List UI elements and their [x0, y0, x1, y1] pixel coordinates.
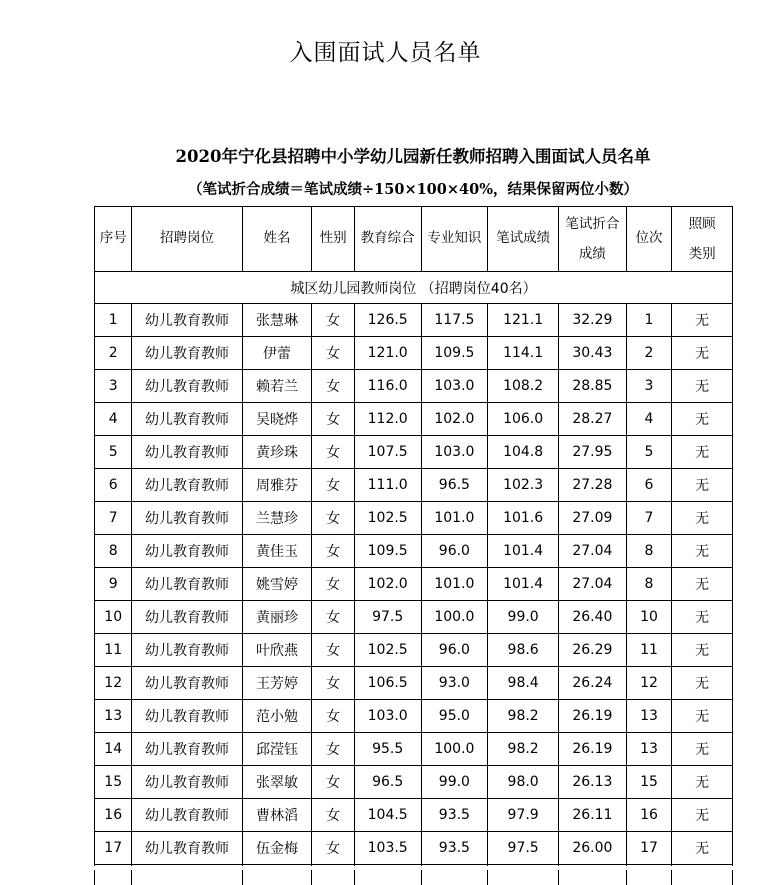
- table-row: [95, 304, 733, 337]
- cell-edu: 102.5: [354, 502, 421, 535]
- cell-rank: 13: [626, 733, 671, 766]
- cell-edu: 112.0: [354, 403, 421, 436]
- cell-seq: 17: [95, 832, 132, 865]
- cell-gender: 女: [312, 832, 354, 865]
- cell-pro: 95.0: [421, 700, 488, 733]
- cell-rank: 3: [626, 370, 671, 403]
- header-edu: 教育综合: [354, 207, 421, 272]
- cell-pro: 103.0: [421, 370, 488, 403]
- cell-converted: 26.11: [559, 799, 627, 832]
- cell-position: 幼儿教育教师: [132, 337, 242, 370]
- cell-name: 伍金梅: [242, 832, 312, 865]
- cell-converted: 26.29: [559, 634, 627, 667]
- cell-gender: 女: [312, 469, 354, 502]
- cell-gender: 女: [312, 601, 354, 634]
- cell-name: 叶欣燕: [242, 634, 312, 667]
- cell-pro: 100.0: [421, 601, 488, 634]
- cell-written: 99.0: [488, 601, 559, 634]
- cell-converted: 26.19: [559, 733, 627, 766]
- cell-rank: 15: [626, 766, 671, 799]
- cell-written: 98.4: [488, 667, 559, 700]
- cell-pro: 93.5: [421, 832, 488, 865]
- cell-position: 幼儿教育教师: [132, 535, 242, 568]
- cell-written: 101.4: [488, 535, 559, 568]
- section-row: [95, 272, 733, 304]
- cell-position: 幼儿教育教师: [132, 568, 242, 601]
- page-title: 入围面试人员名单: [0, 34, 771, 67]
- table-row: [95, 337, 733, 370]
- cell-gender: 女: [312, 304, 354, 337]
- cell-position: 幼儿教育教师: [132, 502, 242, 535]
- cell-position: 幼儿教育教师: [132, 403, 242, 436]
- header-written: 笔试成绩: [488, 207, 559, 272]
- cell-gender: 女: [312, 634, 354, 667]
- cell-rank: 17: [626, 832, 671, 865]
- cell-care: 无: [672, 601, 733, 634]
- cell-pro: 99.0: [421, 766, 488, 799]
- header-rank: 位次: [626, 207, 671, 272]
- cell-converted: 26.40: [559, 601, 627, 634]
- cell-name: 吴晓烨: [242, 403, 312, 436]
- cell-care: 无: [672, 700, 733, 733]
- cell-name: 黄珍珠: [242, 436, 312, 469]
- cell-edu: 126.5: [354, 304, 421, 337]
- cell-care: 无: [672, 667, 733, 700]
- cell-edu: 104.5: [354, 799, 421, 832]
- cell-seq: 11: [95, 634, 132, 667]
- cell-gender: 女: [312, 568, 354, 601]
- cell-seq: 7: [95, 502, 132, 535]
- cell-edu: 107.5: [354, 436, 421, 469]
- cell-name: 曹林滔: [242, 799, 312, 832]
- candidate-table: [94, 206, 733, 885]
- cell-written: 101.4: [488, 568, 559, 601]
- cell-seq: 12: [95, 667, 132, 700]
- cell-name: 范小勉: [242, 700, 312, 733]
- cell-care: 无: [672, 403, 733, 436]
- cell-edu: 116.0: [354, 370, 421, 403]
- cell-care: 无: [672, 634, 733, 667]
- cell-name: 赖若兰: [242, 370, 312, 403]
- cell-written: 98.2: [488, 700, 559, 733]
- table-row: [95, 667, 733, 700]
- cell-written: 98.2: [488, 733, 559, 766]
- cell-rank: 7: [626, 502, 671, 535]
- cell-pro: 101.0: [421, 502, 488, 535]
- cell-position: 幼儿教育教师: [132, 733, 242, 766]
- table-row: [95, 403, 733, 436]
- cell-rank: 12: [626, 667, 671, 700]
- cell-written: 97.5: [488, 832, 559, 865]
- cell-care: 无: [672, 568, 733, 601]
- cell-pro: 101.0: [421, 568, 488, 601]
- cell-written: 106.0: [488, 403, 559, 436]
- cell-pro: 103.0: [421, 436, 488, 469]
- cell-seq: 1: [95, 304, 132, 337]
- cell-gender: 女: [312, 502, 354, 535]
- table-row: [95, 535, 733, 568]
- cell-edu: 121.0: [354, 337, 421, 370]
- cell-written: 108.2: [488, 370, 559, 403]
- cell-rank: 13: [626, 700, 671, 733]
- cell-edu: 96.5: [354, 766, 421, 799]
- table-row: [95, 832, 733, 865]
- section-title: 城区幼儿园教师岗位 （招聘岗位40名）: [95, 272, 733, 304]
- header-seq: 序号: [95, 207, 132, 272]
- cell-converted: 28.27: [559, 403, 627, 436]
- cell-name: 黄丽珍: [242, 601, 312, 634]
- cell-position: 幼儿教育教师: [132, 304, 242, 337]
- cell-seq: 2: [95, 337, 132, 370]
- cell-pro: 96.0: [421, 535, 488, 568]
- cell-rank: 1: [626, 304, 671, 337]
- cell-converted: 26.00: [559, 832, 627, 865]
- cell-converted: 32.29: [559, 304, 627, 337]
- cell-position: 幼儿教育教师: [132, 667, 242, 700]
- cell-converted: 27.04: [559, 535, 627, 568]
- cell-converted: 27.95: [559, 436, 627, 469]
- cell-care: 无: [672, 337, 733, 370]
- cell-pro: 109.5: [421, 337, 488, 370]
- cell-pro: 100.0: [421, 733, 488, 766]
- cell-care: 无: [672, 799, 733, 832]
- cell-gender: 女: [312, 799, 354, 832]
- cell-position: 幼儿教育教师: [132, 634, 242, 667]
- cell-converted: 27.28: [559, 469, 627, 502]
- cell-written: 114.1: [488, 337, 559, 370]
- cell-seq: 10: [95, 601, 132, 634]
- cell-name: 王芳婷: [242, 667, 312, 700]
- cell-pro: 96.5: [421, 469, 488, 502]
- cell-seq: 13: [95, 700, 132, 733]
- cell-seq: 9: [95, 568, 132, 601]
- cell-name: 兰慧珍: [242, 502, 312, 535]
- table-row: [95, 370, 733, 403]
- table-row: [95, 502, 733, 535]
- cell-position: 幼儿教育教师: [132, 799, 242, 832]
- cell-position: 幼儿教育教师: [132, 832, 242, 865]
- cell-care: 无: [672, 436, 733, 469]
- cell-written: 98.0: [488, 766, 559, 799]
- cell-edu: 97.5: [354, 601, 421, 634]
- table-row: [95, 634, 733, 667]
- cell-seq: 3: [95, 370, 132, 403]
- cell-gender: 女: [312, 766, 354, 799]
- cell-edu: 102.0: [354, 568, 421, 601]
- document-title: 2020年宁化县招聘中小学幼儿园新任教师招聘入围面试人员名单: [0, 143, 771, 167]
- table-row: [95, 733, 733, 766]
- cell-converted: 27.09: [559, 502, 627, 535]
- cell-written: 121.1: [488, 304, 559, 337]
- cell-care: 无: [672, 304, 733, 337]
- cell-edu: 106.5: [354, 667, 421, 700]
- cell-converted: 26.24: [559, 667, 627, 700]
- page-bottom-edge: [0, 866, 771, 870]
- header-care: 照顾类别: [672, 207, 733, 272]
- cell-care: 无: [672, 766, 733, 799]
- cell-seq: 16: [95, 799, 132, 832]
- cell-position: 幼儿教育教师: [132, 436, 242, 469]
- cell-position: 幼儿教育教师: [132, 766, 242, 799]
- cell-rank: 8: [626, 568, 671, 601]
- cell-converted: 30.43: [559, 337, 627, 370]
- cell-name: 张慧琳: [242, 304, 312, 337]
- table-row: [95, 700, 733, 733]
- cell-position: 幼儿教育教师: [132, 601, 242, 634]
- cell-written: 97.9: [488, 799, 559, 832]
- table-row: [95, 601, 733, 634]
- cell-gender: 女: [312, 436, 354, 469]
- cell-position: 幼儿教育教师: [132, 469, 242, 502]
- cell-name: 黄佳玉: [242, 535, 312, 568]
- cell-written: 104.8: [488, 436, 559, 469]
- cell-rank: 8: [626, 535, 671, 568]
- cell-pro: 93.5: [421, 799, 488, 832]
- cell-seq: 4: [95, 403, 132, 436]
- cell-position: 幼儿教育教师: [132, 370, 242, 403]
- cell-seq: 14: [95, 733, 132, 766]
- cell-name: 姚雪婷: [242, 568, 312, 601]
- cell-rank: 10: [626, 601, 671, 634]
- cell-position: 幼儿教育教师: [132, 700, 242, 733]
- cell-edu: 95.5: [354, 733, 421, 766]
- cell-care: 无: [672, 469, 733, 502]
- header-gender: 性别: [312, 207, 354, 272]
- table-row: [95, 799, 733, 832]
- cell-care: 无: [672, 370, 733, 403]
- cell-written: 101.6: [488, 502, 559, 535]
- cell-seq: 8: [95, 535, 132, 568]
- cell-care: 无: [672, 832, 733, 865]
- table-row: [95, 436, 733, 469]
- cell-care: 无: [672, 733, 733, 766]
- table-row: [95, 766, 733, 799]
- table-header-row: [95, 207, 733, 272]
- cell-name: 邱滢钰: [242, 733, 312, 766]
- header-converted: 笔试折合成绩: [559, 207, 627, 272]
- cell-written: 102.3: [488, 469, 559, 502]
- cell-name: 伊蕾: [242, 337, 312, 370]
- cell-converted: 26.19: [559, 700, 627, 733]
- cell-gender: 女: [312, 700, 354, 733]
- cell-rank: 4: [626, 403, 671, 436]
- cell-name: 周雅芬: [242, 469, 312, 502]
- cell-rank: 5: [626, 436, 671, 469]
- cell-gender: 女: [312, 733, 354, 766]
- cell-pro: 102.0: [421, 403, 488, 436]
- cell-edu: 103.0: [354, 700, 421, 733]
- cell-gender: 女: [312, 337, 354, 370]
- cell-edu: 109.5: [354, 535, 421, 568]
- header-name: 姓名: [242, 207, 312, 272]
- cell-gender: 女: [312, 535, 354, 568]
- cell-converted: 28.85: [559, 370, 627, 403]
- cell-gender: 女: [312, 667, 354, 700]
- cell-rank: 11: [626, 634, 671, 667]
- cell-gender: 女: [312, 370, 354, 403]
- cell-seq: 5: [95, 436, 132, 469]
- cell-rank: 2: [626, 337, 671, 370]
- cell-pro: 93.0: [421, 667, 488, 700]
- cell-seq: 6: [95, 469, 132, 502]
- cell-care: 无: [672, 535, 733, 568]
- cell-converted: 26.13: [559, 766, 627, 799]
- cell-converted: 27.04: [559, 568, 627, 601]
- cell-pro: 117.5: [421, 304, 488, 337]
- cell-edu: 103.5: [354, 832, 421, 865]
- cell-rank: 6: [626, 469, 671, 502]
- cell-care: 无: [672, 502, 733, 535]
- cell-edu: 102.5: [354, 634, 421, 667]
- cell-gender: 女: [312, 403, 354, 436]
- table-row: [95, 469, 733, 502]
- header-position: 招聘岗位: [132, 207, 242, 272]
- table-row: [95, 568, 733, 601]
- cell-name: 张翠敏: [242, 766, 312, 799]
- cell-seq: 15: [95, 766, 132, 799]
- cell-written: 98.6: [488, 634, 559, 667]
- header-pro: 专业知识: [421, 207, 488, 272]
- cell-rank: 16: [626, 799, 671, 832]
- formula-note: （笔试折合成绩＝笔试成绩÷150×100×40%，结果保留两位小数）: [0, 178, 771, 199]
- cell-pro: 96.0: [421, 634, 488, 667]
- cell-edu: 111.0: [354, 469, 421, 502]
